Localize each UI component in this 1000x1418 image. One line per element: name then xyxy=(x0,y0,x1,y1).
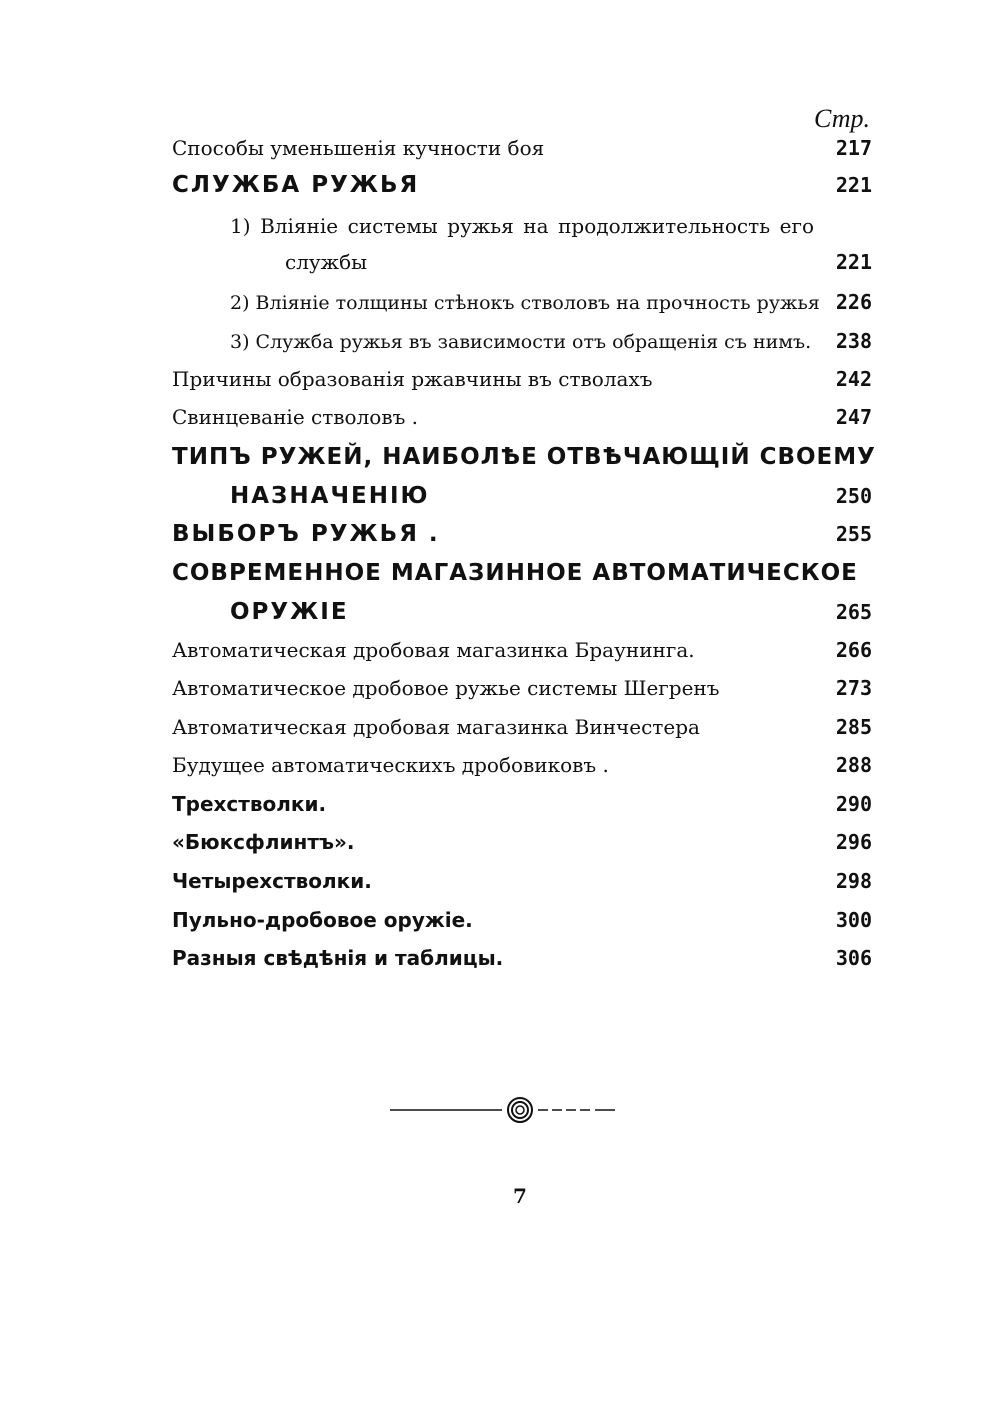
toc-entry-page: 290 xyxy=(835,792,872,816)
toc-entry-title: Автоматическая дробовая магазинка Винчестера xyxy=(172,715,700,739)
toc-entry xyxy=(172,792,872,830)
toc-entry xyxy=(172,715,872,753)
toc-entry xyxy=(172,405,872,443)
toc-entry-title: 1) Вліяніе системы ружья на продолжительность его xyxy=(230,214,814,238)
toc-entry-page: 306 xyxy=(835,946,872,970)
toc-entry-page: 221 xyxy=(835,173,872,197)
toc-entry-title: СЛУЖБА РУЖЬЯ xyxy=(172,172,420,198)
toc-entry-page: 221 xyxy=(835,250,872,274)
page-column-header: Стр. xyxy=(814,104,870,133)
toc-entry-page: 298 xyxy=(835,869,872,893)
toc-entry-title: Причины образованія ржавчины въ стволахъ xyxy=(172,367,653,391)
toc-entry-page: 242 xyxy=(835,367,872,391)
toc-entry-page: 247 xyxy=(835,405,872,429)
toc-entry-title: 3) Служба ружья въ зависимости отъ обращенія съ нимъ. xyxy=(230,331,812,353)
toc-entry-page: 296 xyxy=(835,830,872,854)
toc-entry-title: СОВРЕМЕННОЕ МАГАЗИННОЕ АВТОМАТИЧЕСКОЕ xyxy=(172,560,858,586)
toc-entry-page: 300 xyxy=(835,908,872,932)
toc-entry-page: 255 xyxy=(835,522,872,546)
toc-entry xyxy=(172,136,872,174)
toc-entry-title: НАЗНАЧЕНІЮ xyxy=(230,483,430,509)
toc-entry-page: 217 xyxy=(835,136,872,160)
toc-entry-page: 238 xyxy=(835,329,872,353)
toc-section-heading xyxy=(172,521,872,559)
toc-entry-page: 288 xyxy=(835,753,872,777)
toc-entry-title: службы xyxy=(285,250,368,274)
toc-entry xyxy=(172,676,872,714)
toc-entry xyxy=(172,830,872,868)
toc-entry-page: 250 xyxy=(835,484,872,508)
toc-section-heading xyxy=(172,172,872,210)
toc-section-heading xyxy=(172,560,858,598)
toc-entry-page: 273 xyxy=(835,676,872,700)
toc-entry xyxy=(172,908,872,946)
toc-section-heading xyxy=(172,444,876,482)
toc-entry-title: Пульно-дробовое оружіе. xyxy=(172,908,473,932)
toc-entry xyxy=(230,214,814,252)
toc-entry-title: Способы уменьшенія кучности боя xyxy=(172,136,545,160)
toc-entry xyxy=(172,753,872,791)
toc-entry-page: 285 xyxy=(835,715,872,739)
toc-entry-page: 226 xyxy=(835,290,872,314)
toc-section-heading-continuation xyxy=(230,599,872,637)
toc-entry-title: Автоматическое дробовое ружье системы Шегренъ xyxy=(172,676,720,700)
toc-entry xyxy=(172,946,872,984)
toc-entry-title: Будущее автоматическихъ дробовиковъ . xyxy=(172,753,609,777)
toc-entry xyxy=(172,367,872,405)
toc-entry-title: «Бюксфлинтъ». xyxy=(172,830,355,854)
toc-entry-title: Разныя свѣдѣнія и таблицы. xyxy=(172,946,504,970)
toc-entry-page: 266 xyxy=(835,638,872,662)
toc-entry-title: ВЫБОРЪ РУЖЬЯ . xyxy=(172,521,440,547)
toc-entry xyxy=(230,329,872,367)
toc-entry-title: 2) Вліяніе толщины стѣнокъ стволовъ на прочность ружья xyxy=(230,292,820,314)
toc-entry-page: 265 xyxy=(835,600,872,624)
page-number: 7 xyxy=(513,1184,527,1208)
toc-entry-title: ТИПЪ РУЖЕЙ, НАИБОЛѢЕ ОТВѢЧАЮЩІЙ СВОЕМУ xyxy=(172,444,876,470)
toc-section-heading-continuation xyxy=(230,483,872,521)
toc-entry-title: Четырехстволки. xyxy=(172,869,372,893)
ornament-divider-icon xyxy=(390,1097,620,1123)
toc-entry xyxy=(172,638,872,676)
toc-entry-title: ОРУЖІЕ xyxy=(230,599,349,625)
toc-entry-title: Автоматическая дробовая магазинка Браунинга. xyxy=(172,638,695,662)
toc-entry-title: Трехстволки. xyxy=(172,792,327,816)
toc-entry xyxy=(172,869,872,907)
toc-entry-continuation xyxy=(285,250,872,288)
toc-entry-title: Свинцеваніе стволовъ . xyxy=(172,405,419,429)
toc-entry xyxy=(230,290,872,328)
